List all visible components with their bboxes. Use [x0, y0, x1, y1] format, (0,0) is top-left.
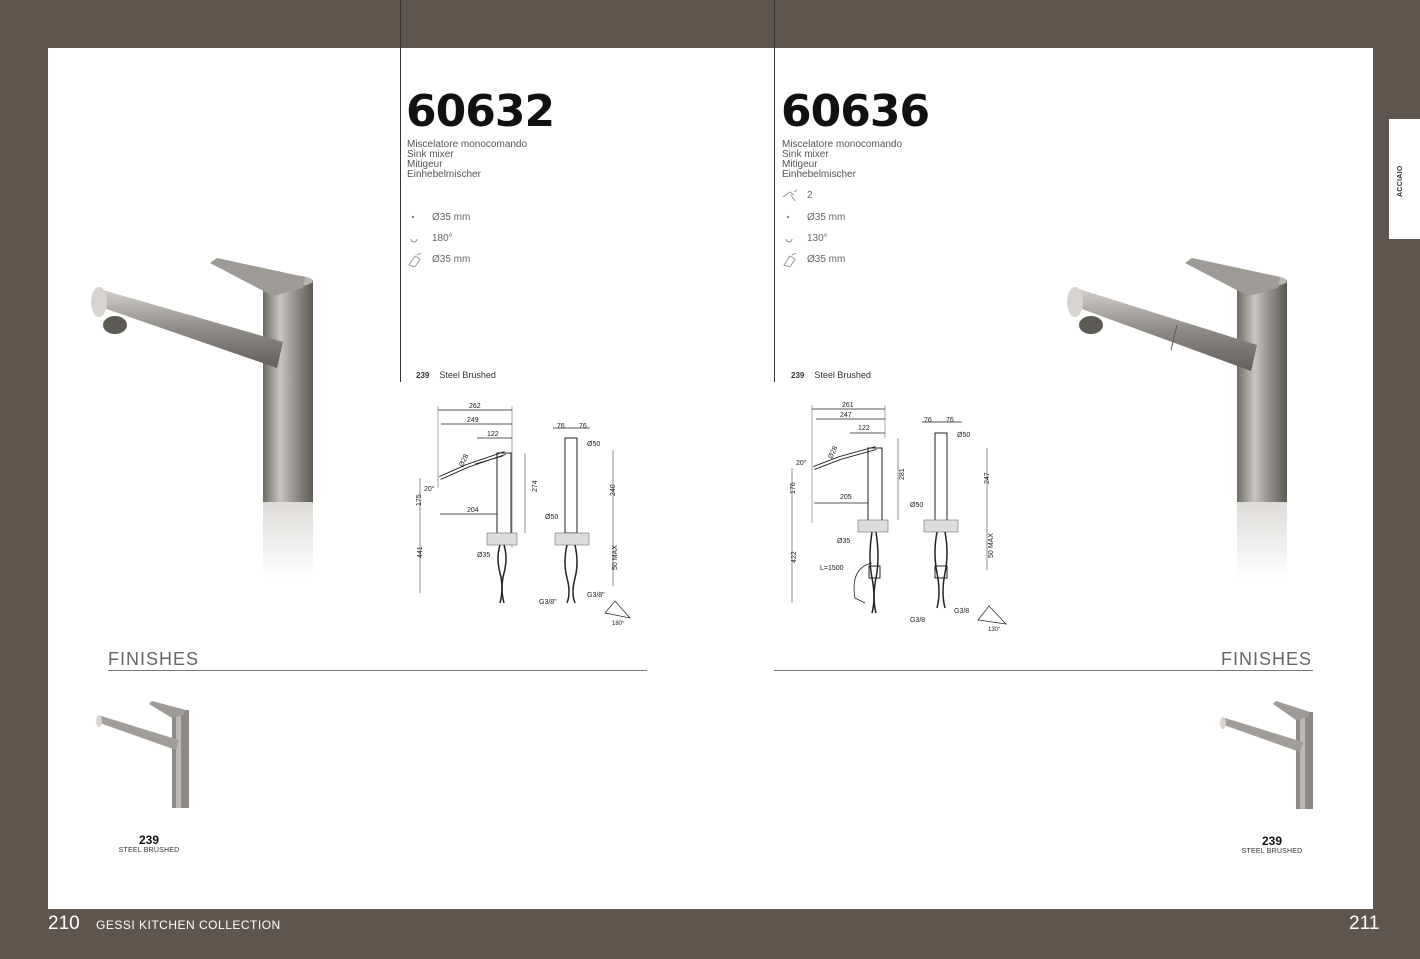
- finishes-heading-right: FINISHES: [1221, 649, 1313, 669]
- product-description: Miscelatore monocomando Sink mixer Mitigeur Einhebelmischer: [407, 139, 528, 180]
- rotation-icon: [407, 232, 425, 246]
- dim-50max: 50 MAX: [988, 533, 995, 558]
- finish-row: 239 Steel Brushed: [791, 370, 871, 380]
- finish-swatch-photo-right[interactable]: [1218, 700, 1318, 812]
- dim-35: Ø35: [837, 538, 851, 545]
- column-divider-right: [774, 0, 775, 382]
- dim-76b: 76: [579, 423, 587, 430]
- dim-247-vertical: 247: [984, 472, 991, 484]
- dim-28: Ø28: [458, 453, 471, 469]
- dim-76b: 76: [946, 417, 954, 424]
- dim-20deg: 20°: [796, 460, 807, 467]
- dim-g38-left: G3/8": [539, 599, 557, 606]
- finishes-heading-left: FINISHES: [108, 649, 200, 669]
- dim-122: 122: [858, 425, 870, 432]
- section-tab[interactable]: [1389, 119, 1420, 239]
- dim-76a: 76: [557, 423, 565, 430]
- dim-35: Ø35: [477, 552, 491, 559]
- finish-swatch-photo-left[interactable]: [94, 700, 194, 812]
- dim-261: 261: [842, 402, 854, 409]
- dim-g38-left: G3/8: [910, 617, 926, 624]
- rotation-icon: [782, 232, 800, 246]
- hole-diameter-icon: [782, 211, 800, 225]
- product-code: 60632: [406, 86, 555, 137]
- dim-240: 240: [610, 484, 617, 496]
- dim-20deg: 20°: [424, 486, 435, 493]
- dim-249: 249: [467, 417, 479, 424]
- hose-length: L=1500: [820, 565, 844, 572]
- product-description: Miscelatore monocomando Sink mixer Mitigeur Einhebelmischer: [782, 139, 903, 180]
- column-divider-left: [400, 0, 401, 382]
- dim-274: 274: [532, 480, 539, 492]
- dim-rotation: 180°: [612, 621, 625, 627]
- finishes-rule-right: [774, 670, 1313, 671]
- dim-rotation: 130°: [988, 627, 1001, 633]
- page-number-left: 210: [48, 913, 80, 934]
- dim-50max: 50 MAX: [612, 545, 619, 570]
- dim-122: 122: [487, 431, 499, 438]
- finish-swatch-label-left: 239 STEEL BRUSHED: [118, 833, 180, 854]
- finish-swatch-label-right: 239 STEEL BRUSHED: [1241, 834, 1303, 855]
- dim-204: 204: [467, 507, 479, 514]
- dim-g38-right: G3/8": [587, 592, 605, 599]
- dim-76a: 76: [924, 417, 932, 424]
- dim-50-top: Ø50: [957, 432, 971, 439]
- product-photo-60632: [85, 250, 345, 590]
- finishes-rule-left: [108, 670, 647, 671]
- handshower-icon: [782, 189, 800, 203]
- dim-28: Ø28: [827, 445, 840, 461]
- section-tab-label: ACCIAIO: [1397, 165, 1404, 197]
- cartridge-icon: [407, 253, 425, 267]
- page-number-right: 211: [1349, 913, 1380, 934]
- dim-422: 422: [791, 551, 798, 563]
- dim-50-top: Ø50: [587, 441, 601, 448]
- dim-262: 262: [469, 403, 481, 410]
- product-code: 60636: [781, 86, 930, 137]
- cartridge-icon: [782, 253, 800, 267]
- dim-50-mid: Ø50: [910, 502, 924, 509]
- collection-title: GESSI KITCHEN COLLECTION: [96, 918, 281, 932]
- technical-drawing-60632: [405, 398, 640, 633]
- dim-281: 281: [899, 468, 906, 480]
- product-photo-60636: [1065, 255, 1365, 585]
- dim-g38-right: G3/8: [954, 608, 970, 615]
- finish-row: 239 Steel Brushed: [416, 370, 496, 380]
- dim-205: 205: [840, 494, 852, 501]
- hole-diameter-icon: [407, 211, 425, 225]
- dim-247: 247: [840, 412, 852, 419]
- dim-441: 441: [417, 546, 424, 558]
- dim-176: 176: [790, 482, 797, 494]
- dim-175: 175: [416, 494, 423, 506]
- dim-50-mid: Ø50: [545, 514, 559, 521]
- technical-drawing-60636: [780, 398, 1020, 634]
